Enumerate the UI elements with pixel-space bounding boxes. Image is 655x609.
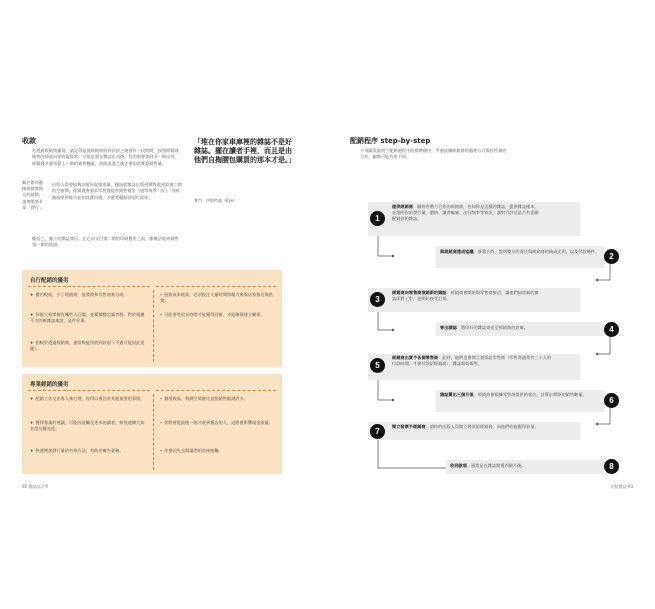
step-number: 5: [370, 358, 385, 373]
step-text: 雜誌賣出三個月後：經銷商會根據零售商提供的報告，計算出實際的銷售數量。: [440, 392, 587, 397]
box-title: 自行配銷的優劣: [30, 278, 69, 284]
pull-quote: 「堆在你家車庫裡的雜誌不是好雜誌。擺在讀者手裡，而且是由他們自掏腰包購買的那本才是。」: [194, 138, 296, 164]
left-page: [22, 118, 300, 496]
step-number: 2: [604, 249, 619, 264]
box-title: 專業經銷的優劣: [30, 382, 69, 388]
step-number: 3: [370, 292, 385, 307]
divider: [28, 286, 150, 287]
right-page: [350, 118, 633, 496]
pro-item: + 快速增加發行量的有效方法，有助於廣告業務。: [30, 448, 124, 453]
step-text: 開立發票予經銷商：請你的出版人員開立發票給經銷商，向他們收取應得款項。: [392, 424, 539, 429]
divider: [156, 390, 276, 391]
step-text: 寄出雜誌：將印好的雜誌寄送至經銷商的倉庫。: [440, 325, 528, 330]
body-paragraph: 出版人得要能夠安排好現金流量，撐過從雜誌出版到實際收到款項之間的空窗期，經銷商會要求零售商提供銷售報告（通常每季一次），待經銷商拿到報告並扣除費用後，才會將剩餘款項付給你。: [52, 182, 182, 200]
pro-item: + 你能大致掌握有哪些人訂閱，並累積穩定讀者群，對於規模不大的新雜誌來說，是件好事。: [30, 312, 145, 324]
section-title: 配銷程序 step-by-step: [350, 137, 431, 145]
self-distribution-box: [22, 270, 282, 367]
section-title: 收款: [22, 137, 36, 145]
con-item: – 可能要等很長時間才能獲得回報，才能確保建立關係。: [160, 312, 265, 317]
body-paragraph: 概括之，獨立的雜誌發行，在必須支付第二期的印刷費用之前，都無法收到銷售第一期的款項。: [32, 236, 179, 248]
divider: [153, 394, 154, 470]
step-text: 經銷商出貨予各個零售商：此時，他們也會開立發票給零售商（零售商通常有三十天的付款時間，才會付款給經銷商），雜誌開始販售。: [392, 355, 552, 367]
con-item: – 費用較高，利潤空間會比直接銷售縮減許多。: [160, 396, 248, 401]
professional-distribution-box: [22, 374, 282, 474]
con-item: – 投資成本極高，必須投注大量時間和精力來與店家接洽與供貨。: [160, 292, 273, 304]
page-footer: 出版雜誌 93: [610, 484, 633, 489]
pro-item: + 獲得專業的建議，可能因此觸及更多的讀者，如快速擴大知名度及曝光度。: [30, 420, 145, 432]
step-number: 7: [370, 424, 385, 439]
divider: [28, 390, 150, 391]
con-item: – 你將會從最後一刻才收到賣店的人，這將會影響現金流量。: [160, 420, 273, 425]
step-text: 經銷商向零售商推銷新的雜誌：經銷商會開始與零售商接洽，讓他們知道新的雜誌即將上市，並開始接受訂貨。: [392, 290, 539, 302]
con-item: – 你會因失去與讀者的直接接觸。: [160, 448, 223, 453]
step-text: 收到款項，通常是在雜誌開賣四個月後。: [450, 463, 526, 468]
divider: [156, 286, 276, 287]
step-text: 與經銷商達成協議：簽署合約，說明雙方的責任與經銷商的抽成比例，以及付款條件。: [440, 249, 600, 254]
step-number: 1: [370, 211, 385, 226]
pro-item: + 費用較低，少了經銷商、批發商和零售商來分成。: [30, 292, 128, 297]
step-number: 4: [604, 322, 619, 337]
divider: [153, 290, 154, 362]
step-number: 8: [604, 459, 619, 474]
step-text: 提供經銷商：聯絡有潛力合作的經銷商，告知你是怎樣的雜誌，提供雜誌樣本，並說明你的發行量、價格、讀者輪廓、出刊頻率等資訊，讓對方評估是否有意願配銷你的雜誌。: [392, 204, 539, 222]
side-note: 關於如何選擇經銷商與合約細節，請參閱第８章「發行」。: [22, 180, 46, 210]
step-number: 6: [604, 393, 619, 408]
body-paragraph: 若透過經銷商鋪貨，請記得是從經銷商收到款項之後會有一段時間，按照經銷商販售的情況向你收取貨款。可能是要在雜誌出刊後，有的則會等到下一期出刊，經銷商才會結算上一期的銷售數量，扣除退書之後才會知道實際銷售量。: [32, 148, 179, 166]
pro-item: + 配銷工作交由專人來打理，你得以專注於其他重要的事情。: [30, 396, 145, 401]
page-footer: 92 雜誌設計學: [22, 484, 49, 489]
intro-paragraph: 下列圖表說明了配銷過程中的標準順序，不過依據經銷商的處理方式與你所簽的合約，細節可能有所不同。: [360, 148, 507, 160]
quote-source: 實門．伊斯特森（Eye）: [194, 198, 238, 203]
pro-item: + 相較於透過經銷商，通常較能快收到款項（不過可能因此延遲）。: [30, 340, 145, 352]
